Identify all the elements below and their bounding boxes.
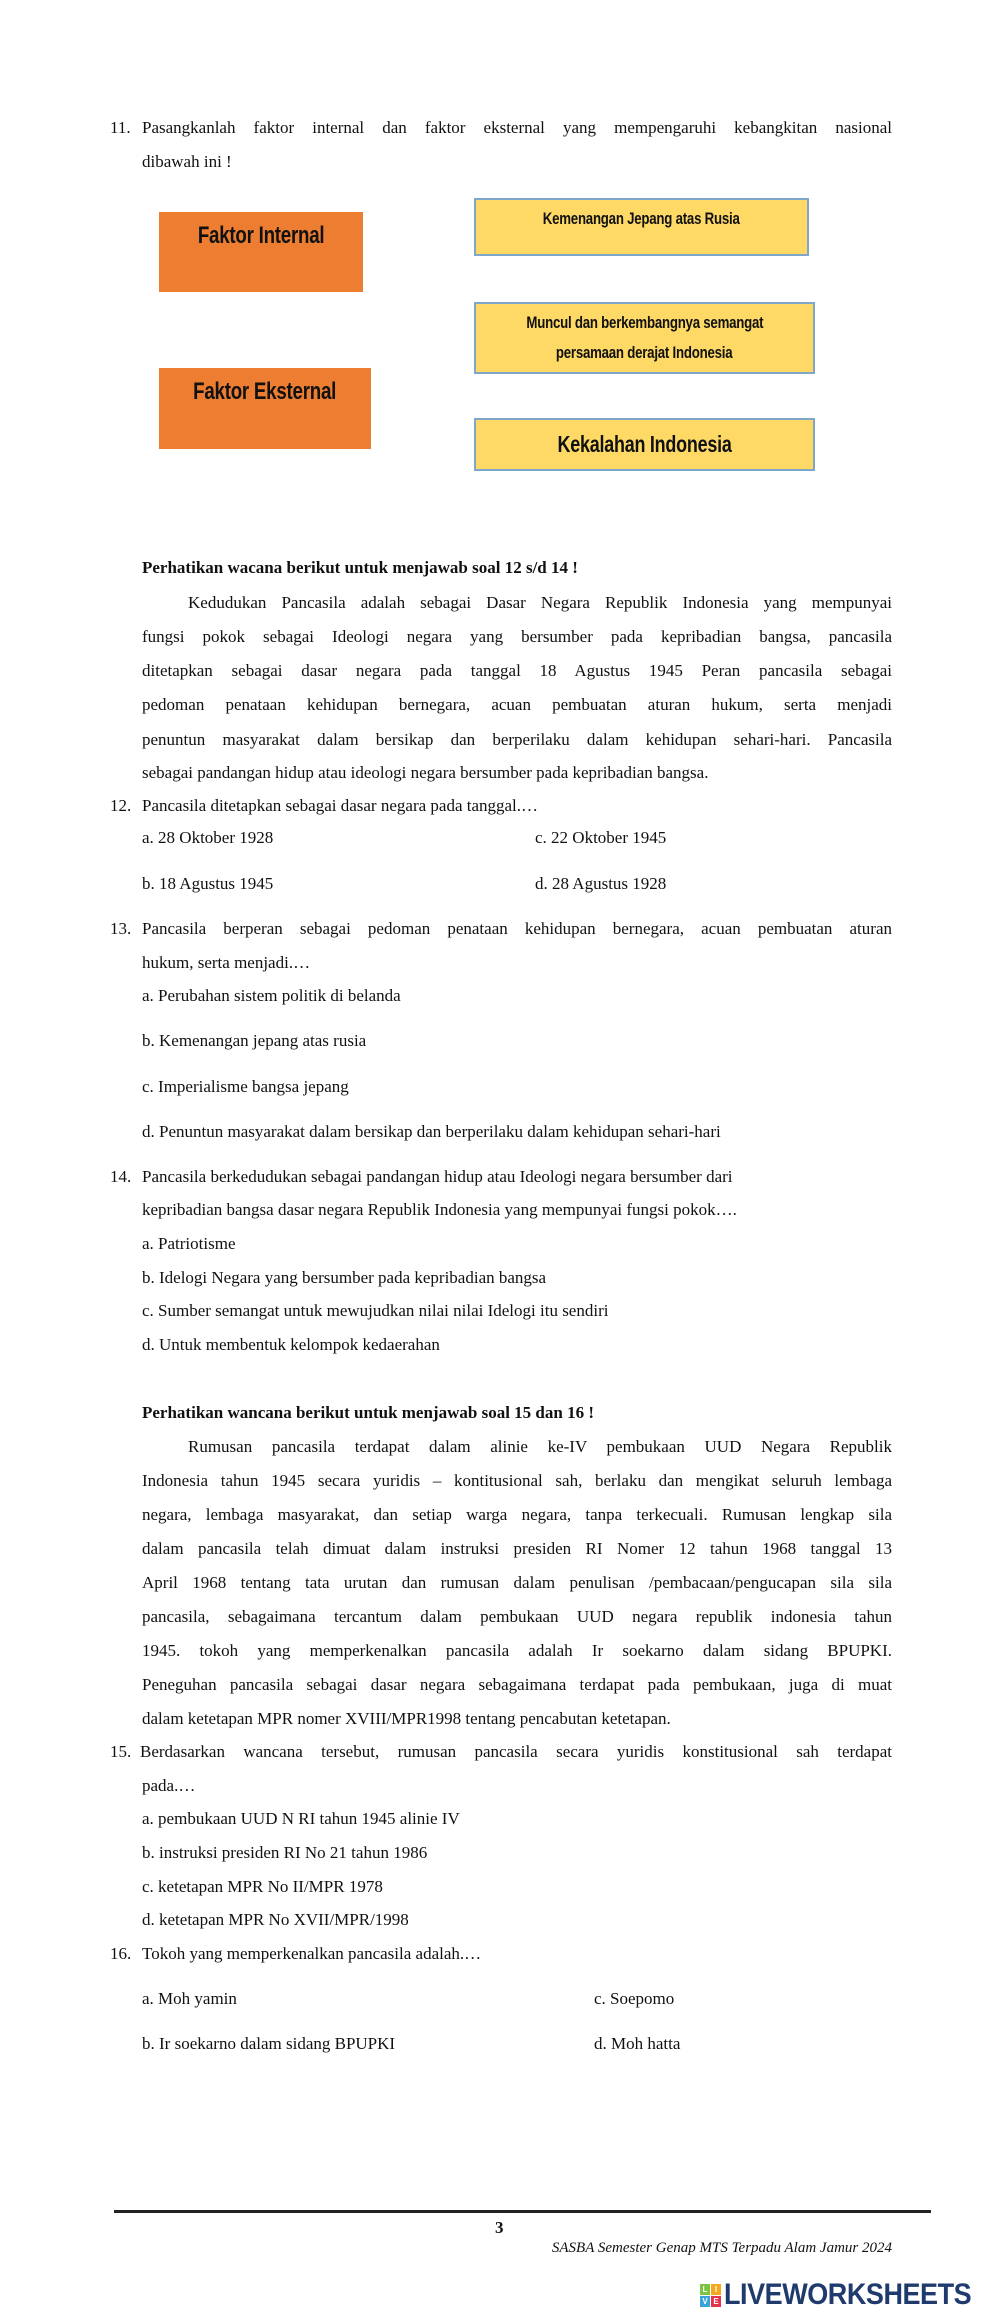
passage-line: dalam ketetapan MPR nomer XVIII/MPR1998 tentang pencabutan ketetapan.	[142, 1709, 671, 1728]
option-d[interactable]: d. ketetapan MPR No XVII/MPR/1998	[142, 1910, 409, 1929]
question-number: 11.	[110, 118, 131, 137]
option-d[interactable]: d. Moh hatta	[594, 2034, 681, 2053]
option-b[interactable]: b. Ir soekarno dalam sidang BPUPKI	[142, 2034, 396, 2053]
question-number: 13.	[110, 919, 132, 938]
option-a[interactable]: a. pembukaan UUD N RI tahun 1945 alinie IV	[142, 1809, 460, 1828]
draggable-answer[interactable]	[474, 418, 815, 471]
option-a[interactable]: a. Perubahan sistem politik di belanda	[142, 986, 401, 1005]
liveworksheets-logo	[700, 2278, 999, 2312]
drop-target-faktor-internal[interactable]	[159, 212, 363, 292]
logo-icon	[700, 2284, 721, 2307]
question-number: 12.	[110, 796, 132, 815]
option-b[interactable]: b. instruksi presiden RI No 21 tahun 1986	[142, 1843, 428, 1862]
option-a[interactable]: a. 28 Oktober 1928	[142, 828, 274, 847]
question-text: Pasangkanlah faktor internal dan faktor eksternal yang mempengaruhi kebangkitan nasional	[142, 118, 892, 137]
logo-letter: L	[700, 2284, 710, 2295]
option-b[interactable]: b. 18 Agustus 1945	[142, 874, 274, 893]
passage-line: Peneguhan pancasila sebagai dasar negara sebagaimana terdapat pada pembukaan, juga di muat	[142, 1675, 892, 1694]
option-a[interactable]: a. Moh yamin	[142, 1989, 237, 2008]
footer-divider	[114, 2210, 931, 2213]
question-number: 15.	[110, 1742, 132, 1761]
option-c[interactable]: c. ketetapan MPR No II/MPR 1978	[142, 1877, 383, 1896]
box-label: Faktor Eksternal	[193, 378, 337, 405]
passage-line: ditetapkan sebagai dasar negara pada tanggal 18 Agustus 1945 Peran pancasila sebagai	[142, 661, 892, 680]
option-c[interactable]: c. Sumber semangat untuk mewujudkan nilai nilai Idelogi itu sendiri	[142, 1301, 609, 1320]
draggable-answer[interactable]	[474, 302, 815, 374]
option-b[interactable]: b. Kemenangan jepang atas rusia	[142, 1031, 367, 1050]
page-number: 3	[495, 2218, 504, 2237]
logo-letter: E	[711, 2296, 721, 2307]
logo-text: LIVEWORKSHEETS	[724, 2278, 972, 2311]
box-label: Kekalahan Indonesia	[557, 431, 732, 457]
question-text: Berdasarkan wancana tersebut, rumusan pancasila secara yuridis konstitusional sah terdapat	[140, 1742, 892, 1761]
passage-line: pedoman penataan kehidupan bernegara, acuan pembuatan aturan hukum, serta menjadi	[142, 695, 892, 714]
option-c[interactable]: c. 22 Oktober 1945	[535, 828, 667, 847]
option-d[interactable]: d. Penuntun masyarakat dalam bersikap dan berperilaku dalam kehidupan sehari-hari	[142, 1122, 721, 1141]
passage-line: Kedudukan Pancasila adalah sebagai Dasar Negara Republik Indonesia yang mempunyai	[188, 593, 892, 612]
question-text: Pancasila ditetapkan sebagai dasar negara pada tanggal.…	[142, 796, 539, 815]
option-c[interactable]: c. Soepomo	[594, 1989, 675, 2008]
passage-line: penuntun masyarakat dalam bersikap dan berperilaku dalam kehidupan sehari-hari. Pancasila	[142, 730, 892, 749]
question-text: dibawah ini !	[142, 152, 232, 171]
passage-line: negara, lembaga masyarakat, dan setiap warga negara, tanpa terkecuali. Rumusan lengkap sila	[142, 1505, 892, 1524]
question-number: 16.	[110, 1944, 132, 1963]
question-text: pada.…	[142, 1776, 196, 1795]
passage-line: dalam pancasila telah dimuat dalam instruksi presiden RI Nomer 12 tahun 1968 tanggal 13	[142, 1539, 892, 1558]
question-text: kepribadian bangsa dasar negara Republik Indonesia yang mempunyai fungsi pokok….	[142, 1200, 737, 1219]
footer-text: SASBA Semester Genap MTS Terpadu Alam Jamur 2024	[551, 2240, 892, 2256]
logo-letter: I	[711, 2284, 721, 2295]
passage-line: Rumusan pancasila terdapat dalam alinie ke-IV pembukaan UUD Negara Republik	[188, 1437, 892, 1456]
passage-line: 1945. tokoh yang memperkenalkan pancasila adalah Ir soekarno dalam sidang BPUPKI.	[142, 1641, 892, 1660]
passage-line: fungsi pokok sebagai Ideologi negara yang bersumber pada kepribadian bangsa, pancasila	[142, 627, 892, 646]
passage-line: Indonesia tahun 1945 secara yuridis – kontitusional sah, berlaku dan mengikat seluruh lembaga	[142, 1471, 892, 1490]
option-a[interactable]: a. Patriotisme	[142, 1234, 236, 1253]
drop-target-faktor-eksternal[interactable]	[159, 368, 371, 449]
passage-line: April 1968 tentang tata urutan dan rumusan dalam penulisan /pembacaan/pengucapan sila sila	[142, 1573, 892, 1592]
passage-heading: Perhatikan wancana berikut untuk menjawab soal 15 dan 16 !	[142, 1403, 594, 1422]
box-label: persamaan derajat Indonesia	[556, 343, 733, 362]
passage-heading: Perhatikan wacana berikut untuk menjawab soal 12 s/d 14 !	[142, 558, 578, 577]
question-text: hukum, serta menjadi.…	[142, 953, 311, 972]
box-label: Kemenangan Jepang atas Rusia	[543, 209, 740, 228]
draggable-answer[interactable]	[474, 198, 809, 256]
question-text: Pancasila berkedudukan sebagai pandangan hidup atau Ideologi negara bersumber dari	[142, 1167, 733, 1186]
option-b[interactable]: b. Idelogi Negara yang bersumber pada kepribadian bangsa	[142, 1268, 547, 1287]
logo-letter: V	[700, 2296, 710, 2307]
option-d[interactable]: d. Untuk membentuk kelompok kedaerahan	[142, 1335, 440, 1354]
box-label: Faktor Internal	[197, 222, 325, 249]
option-d[interactable]: d. 28 Agustus 1928	[535, 874, 667, 893]
option-c[interactable]: c. Imperialisme bangsa jepang	[142, 1077, 349, 1096]
passage-line: pancasila, sebagaimana tercantum dalam pembukaan UUD negara republik indonesia tahun	[142, 1607, 892, 1626]
box-label: Muncul dan berkembangnya semangat	[526, 313, 763, 332]
passage-line: sebagai pandangan hidup atau ideologi negara bersumber pada kepribadian bangsa.	[142, 763, 709, 782]
question-number: 14.	[110, 1167, 132, 1186]
question-text: Tokoh yang memperkenalkan pancasila adalah.…	[142, 1944, 482, 1963]
question-text: Pancasila berperan sebagai pedoman penataan kehidupan bernegara, acuan pembuatan aturan	[142, 919, 892, 938]
